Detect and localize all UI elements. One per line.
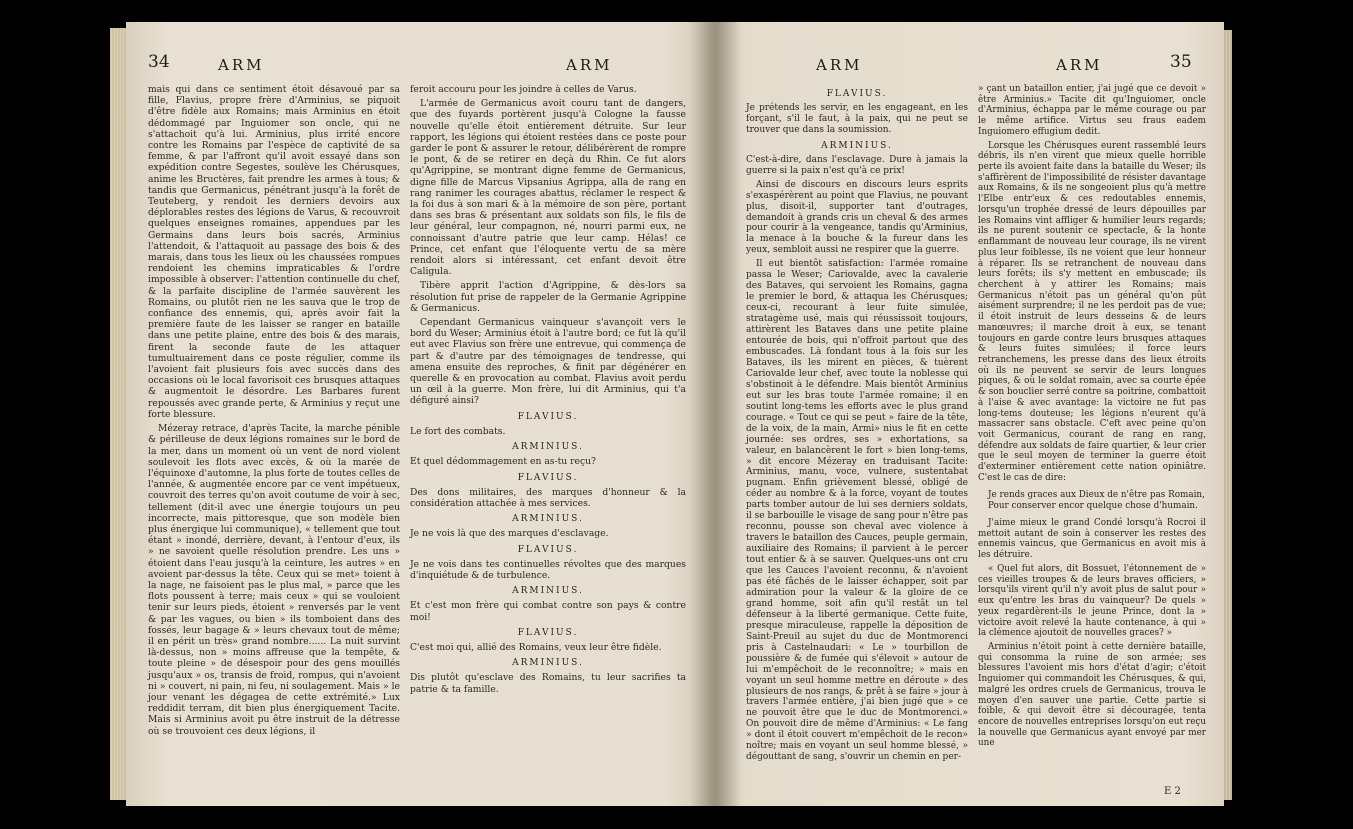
book-gutter — [690, 22, 740, 806]
dialogue-line: Des dons militaires, des marques d'honneur & la considération attachée à mes services. — [410, 486, 686, 509]
speaker-label: ARMINIUS. — [512, 586, 584, 597]
verse-line: Pour conserver encor quelque chose d'humain. — [988, 501, 1198, 512]
running-head-right-outer: ARM — [1056, 56, 1103, 74]
speaker-label: ARMINIUS. — [512, 442, 584, 453]
paragraph: J'aime mieux le grand Condé lorsqu'à Rocroi il mettoit autant de soin à conserver les restes des ennemis vaincus, que Germanicus en avoit mis à les détruire. — [978, 518, 1206, 561]
paragraph: Ainsi de discours en discours leurs esprits s'exaspérèrent au point que Flavius, ne pouvant plus, disoit-il, supporter tant d'outrages, demandoit à grands cris un cheval & des armes pour courir à la vengeance, tandis qu'Arminius, la menace à la bouche & la fureur dans les yeux, sembloit aussi ne respirer que la guerre. — [746, 179, 968, 256]
right-page — [716, 22, 1224, 806]
right-column-2 — [978, 84, 1206, 752]
paragraph: Cependant Germanicus vainqueur s'avançoit vers le bord du Weser; Arminius étoit à l'autre bord; ce fut là qu'il eut avec Flavius son frère une entrevue, qui commença de part & d'autre par des témoignages de tendresse, qui amena ensuite des reproches, & finit par dégénérer en querelle & en provocation au combat. Flavius avoit perdu un œil à la guerre. Mon frère, lui dit Arminius, qui t'a défiguré ainsi? — [410, 317, 686, 407]
left-page — [126, 22, 716, 806]
dialogue-line: C'est-à-dire, dans l'esclavage. Dure à jamais la guerre si la paix n'est qu'à ce prix! — [746, 154, 968, 176]
speaker-label: FLAVIUS. — [826, 89, 888, 99]
paragraph: Tibère apprit l'action d'Agrippine, & dès-lors sa résolution fut prise de rappeler de la Germanie Agrippine & Germanicus. — [410, 280, 686, 314]
speaker-label: FLAVIUS. — [517, 411, 579, 422]
dialogue-line: Je ne vois là que des marques d'esclavage. — [410, 528, 609, 540]
dialogue-line: Et quel dédommagement en as-tu reçu? — [410, 456, 596, 468]
speaker-label: ARMINIUS. — [512, 658, 584, 669]
running-head-right: ARM — [816, 56, 863, 74]
paragraph: Mézeray retrace, d'après Tacite, la marche pénible & périlleuse de deux légions romaines sur le bord de la mer, dans un moment où un vent de nord violent soulevoit les flots avec excès, & où la marée de l'équinoxe d'automne, la plus forte de toutes celles de l'année, & augmentée encore par ce vent impétueux, couvroit des terres qu'on avoit coutume de voir à sec, tellement (dit-il avec une énergie toujours un peu incorrecte, mais pittoresque, que son modèle bien plus énergique lui communique), « tellement que tout étant » inondé, derrière, devant, à l'entour d'eux, ils » ne savoient quelle résolution prendre. Les uns » étoient dans l'eau jusqu'à la ceinture, les autres » en avoient par-dessus la tête. Ceux qui se met» toient à la nage, ne faisoient pas le plus mal, » parce que les flots poussent à terre; mais ceux » qui se vouloient tenir sur leurs pieds, étoient » renversés par le vent & par les vagues, ou bien » ils tomboient dans des fossés, leur bagage & » leurs chevaux tout de même; il en périt un très» grand nombre...... La nuit survint là-dessus, non » moins affreuse que la tempête, & toute pleine » de désespoir pour des gens mouillés jusqu'aux » os, transis de froid, rompus, qui n'avoient ni » couvert, ni pain, ni feu, ni soulagement. Mais » le jour venant les dégagea de cette extrémité.» Lux reddidit terram, dit bien plus énergiquement Tacite. Mais si Arminius avoit pu être instruit de la détresse où se trouvoient ces deux légions, il — [148, 423, 400, 737]
dialogue-line: Le fort des combats. — [410, 425, 506, 437]
speaker-label: FLAVIUS. — [517, 627, 579, 638]
paragraph: mais qui dans ce sentiment étoit désavoué par sa fille, Flavius, propre frère d'Arminius, se piquoit d'être fidèle aux Romains; mais Arminius en étoit dédommagé par Inguiomer son oncle, qui ne s'attachoit qu'à lui. Arminius, plus irrité encore contre les Romains par l'espèce de captivité de sa femme, & par l'affront qu'il avoit essayé dans son expédition contre Segestes, soulève les Chérusques, anime les Bructères, fait prendre les armes à tous; & tandis que Germanicus, pénétrant jusqu'à la forêt de Teuteberg, y rendoit les derniers devoirs aux déplorables restes des légions de Varus, & recouvroit quelques enseignes romaines, appendues par les Germains dans leurs bois sacrés, Arminius l'attendoit, & l'attaquoit au passage des bois & des marais, dans tous les lieux où les chaussées rompues rendoient les chemins impraticables & l'ordre impossible à observer: l'attention continuelle du chef, & la parfaite discipline de l'armée sauvèrent les Romains, ou plutôt rien ne les sauva que le trop de confiance des ennemis, qui, après avoir fait la première faute de les laisser se ranger en bataille dans une petite plaine, entre des bois & des marais, firent la seconde faute de les attaquer tumultuairement dans ce poste régulier, comme ils l'avoient fait plusieurs fois avec succès dans des occasions où le local favorisoit ces brusques attaques & augmentoit le désordre. Les Barbares furent repoussés avec grande perte, & Arminius y reçut une forte blessure. — [148, 84, 400, 420]
dialogue-line: Dis plutôt qu'esclave des Romains, tu leur sacrifies ta patrie & ta famille. — [410, 672, 686, 695]
paragraph: Arminius n'étoit point à cette dernière bataille, qui consomma la ruine de son armée; ses blessures l'avoient mis hors d'état d'agir; c'étoit Inguiomer qui commandoit les Chérusques, & qui, malgré les ordres cruels de Germanicus, trouva le moyen d'en sauver une partie. Cette partie si foible, & qui devoit être si découragée, tenta encore de nouvelles entreprises lorsqu'on eut reçu la nouvelle que Germanicus ayant envoyé par mer une — [978, 641, 1206, 749]
dialogue-line: Et c'est mon frère qui combat contre son pays & contre moi! — [410, 600, 686, 623]
paragraph: Il eut bientôt satisfaction: l'armée romaine passa le Weser; Cariovalde, avec la cavalerie des Bataves, qui servoient les Romains, gagna le premier le bord, & attaqua les Chérusques; ceux-ci, recourant à leur fuite simulée, stratagème usé, mais qui réussissoit toujours, attirèrent les Bataves dans une petite plaine entourée de bois, qui n'offroit partout que des embuscades. Là fondant tous à la fois sur les Bataves, ils les mirent en pièces, & tuèrent Cariovalde leur chef, avec toute la noblesse qui s'obstinoit à le défendre. Mais bientôt Arminius eut sur les bras toute l'armée romaine; il en soutint long-tems les efforts avec le plus grand courage. « Tout ce qui se peut » faire de la tête, de la voix, de la main, Armi» nius le fit en cette journée: ses ordres, ses » exhortations, sa valeur, en balancèrent le fort » bien long-tems, » dit encore Mézeray en traduisant Tacite: Arminius, manu, voce, vulnere, sustentabat pugnam. Enfin grièvement blessé, obligé de céder au nombre & à la force, voyant de toutes parts tomber autour de lui ses derniers soldats, il se barbouille le visage de sang pour n'être pas reconnu, pousse son cheval avec violence à travers le bataillon des Cauces, peuple germain, auxiliaire des Romains; il parvient à le percer tout entier & à se sauver. Quelques-uns ont cru que les Cauces l'avoient reconnu, & n'avoient pas été fâchés de le laisser échapper, soit par admiration pour la valeur & la gloire de ce grand homme, soit afin qu'il restât un tel défenseur à la liberté germanique. Cette fuite, presque miraculeuse, rappelle la déposition de Saint-Preuil au sujet du duc de Montmorenci pris à Castelnaudari: « Le » tourbillon de poussière & de fumée qui s'élevoit » autour de lui m'empêchoit de le reconnoître; » mais en voyant un seul homme mettre en déroute » des plusieurs de nos rangs, & prêt à se faire » jour à travers l'armée entière, j'ai bien jugé que » ce ne pouvoit être que le duc de Montmorenci.» On pouvoit dire de même d'Arminius: « Le fang » dont il étoit couvert m'empêchoit de le recon» noître; mais en voyant un seul homme blessé, » dégouttant de sang, s'ouvrir un chemin en per- — [746, 259, 968, 763]
paragraph: » çant un bataillon entier, j'ai jugé que ce devoit » être Arminius.» Tacite dit qu'Inguiomer, oncle d'Arminius, échappa par le même courage ou par le même artifice. Virtus seu fraus eadem Inguiomero effugium dedit. — [978, 84, 1206, 137]
verse-line: Je rends graces aux Dieux de n'être pas Romain, — [988, 489, 1205, 500]
page-number-right: 35 — [1170, 52, 1192, 72]
page-number-left: 34 — [148, 52, 170, 72]
right-column-1 — [746, 84, 968, 766]
speaker-label: FLAVIUS. — [517, 544, 579, 555]
paragraph: L'armée de Germanicus avoit couru tant de dangers, que des fuyards portèrent jusqu'à Cologne la fausse nouvelle qu'elle étoit entièrement détruite. Sur leur rapport, les légions qui étoient restées dans ce poste pour garder le pont & assurer le retour, délibérèrent de rompre le pont, & de se retirer en deçà du Rhin. Ce fut alors qu'Agrippine, se montrant digne femme de Germanicus, digne fille de Marcus Vipsanius Agrippa, alla de rang en rang ranimer les courages abattus, réclamer le respect & la foi dus à son mari & à la mémoire de son père, portant dans ses bras & présentant aux soldats son fils, le fils de leur général, leur compagnon, né, nourri parmi eux, ne connoissant d'autre patrie que leur camp. Hélas! ce Prince, cet enfant que l'éloquente vertu de sa mère rendoit alors si intéressant, cet enfant devoit être Caligula. — [410, 98, 686, 278]
left-column-2 — [410, 84, 686, 698]
dialogue-line: C'est moi qui, allié des Romains, veux leur être fidèle. — [410, 641, 662, 653]
speaker-label: ARMINIUS. — [821, 140, 893, 151]
paragraph: Lorsque les Chérusques eurent rassemblé leurs débris, ils n'en virent que mieux quelle horrible perte ils avoient faite dans la bataille du Weser; ils s'affirèrent de l'impossibilité de résister davantage aux Romains, & ils ne songeoient plus qu'à mettre l'Elbe entr'eux & ces redoutables ennemis, lorsqu'un trophée dressé de leurs dépouilles par les Romains vint affliger & humilier leurs regards; ils ne purent soutenir ce spectacle, & la honte enflammant de nouveau leur courage, ils ne virent plus leur foiblesse, ils ne voient que leur honneur à réparer. Ils se retranchent de nouveau dans leurs forêts; ils s'y mettent en embuscade; ils cherchent à y attirer les Romains; mais Germanicus n'étoit pas un général qu'on pût aisément surprendre; il ne les perdoit pas de vue; il étoit instruit de leurs desseins & de leurs manœuvres; il marche droit à eux, se tenant toujours en garde contre leurs brusques attaques & leurs fuites simulées; il force leurs retranchemens, les presse dans des lieux étroits où ils ne peuvent se servir de leurs longues piques, & où le soldat romain, avec sa courte épée & son bouclier serré contre sa poitrine, combattoit à l'aise & avec avantage: la victoire ne fut pas long-tems douteuse; les légions n'eurent qu'à massacrer sans obstacle. C'eft avec peine qu'on voit Germanicus, courant de rang en rang, défendre aux soldats de faire quartier, & leur crier que le seul moyen de terminer la guerre étoit d'exterminer entièrement cette nation opiniâtre. C'est le cas de dire: — [978, 140, 1206, 483]
running-head-left: ARM — [218, 56, 265, 74]
running-head-left-outer: ARM — [566, 56, 613, 74]
left-column-1 — [148, 84, 400, 740]
dialogue-line: Je ne vois dans tes continuelles révoltes que des marques d'inquiétude & de turbulence. — [410, 558, 686, 581]
speaker-label: FLAVIUS. — [517, 472, 579, 483]
paragraph: feroit accouru pour les joindre à celles de Varus. — [410, 84, 637, 95]
speaker-label: ARMINIUS. — [512, 514, 584, 525]
dialogue-line: Je prétends les servir, en les engageant, en les forçant, s'il le faut, à la paix, qui ne peut se trouver que dans la soumission. — [746, 102, 968, 135]
paragraph: « Quel fut alors, dit Bossuet, l'étonnement de » ces vieilles troupes & de leurs braves officiers, » lorsqu'ils virent qu'il n'y avoit plus de salut pour » eux qu'entre les bras du vainqueur? De quels » yeux regardèrent-ils le jeune Prince, dont la » victoire avoit relevé la haute contenance, à qui » la clémence ajoutoit de nouvelles graces? » — [978, 563, 1206, 639]
signature-mark: E 2 — [1164, 786, 1181, 797]
